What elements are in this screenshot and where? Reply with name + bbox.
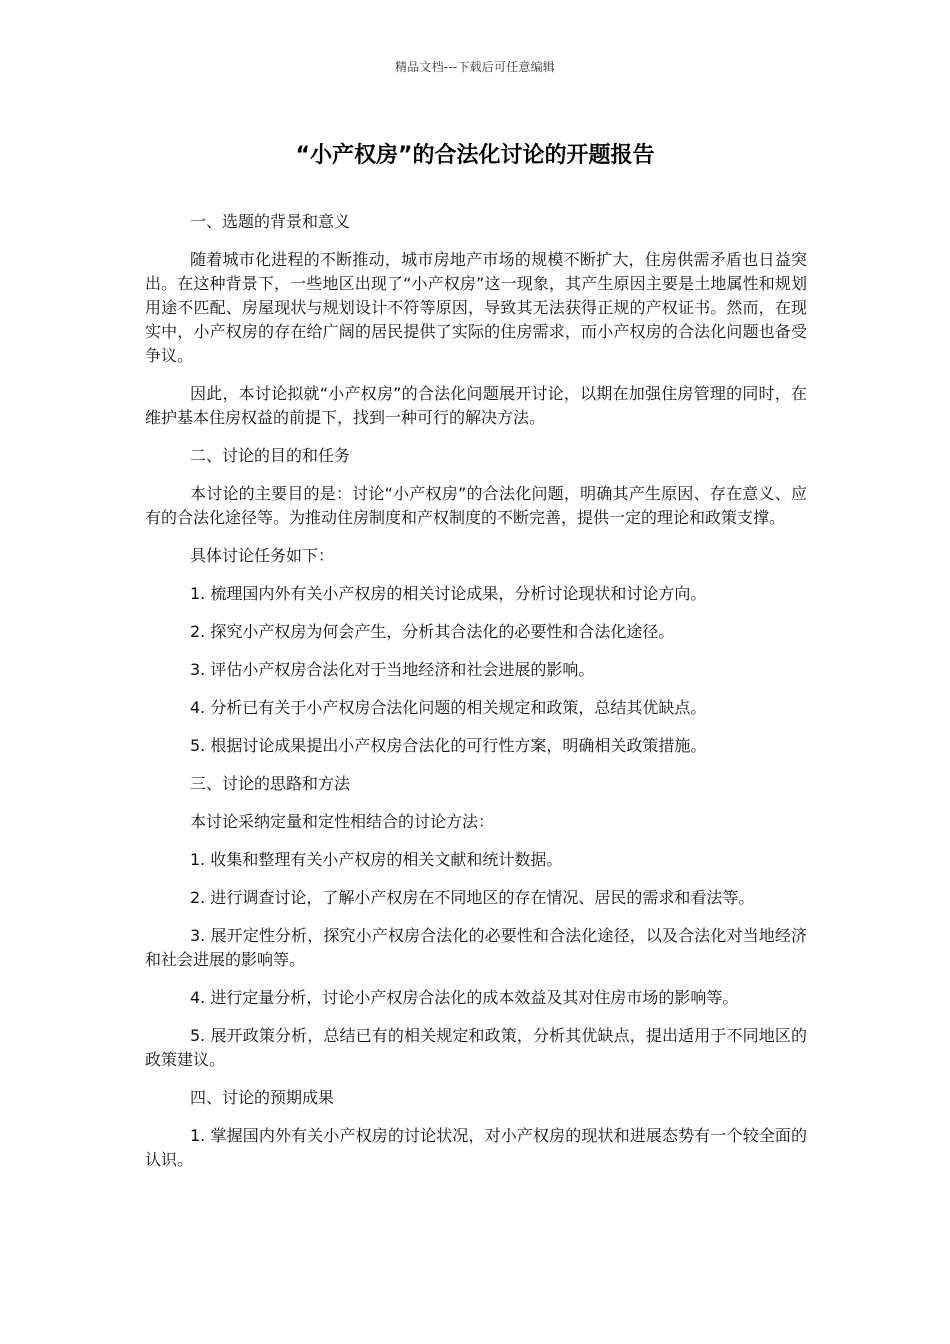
section-heading-goals: 二、讨论的目的和任务	[190, 446, 351, 465]
list-item: 3. 展开定性分析，探究小产权房合法化的必要性和合法化途径，以及合法化对当地经济和社会进展的影响等。	[145, 926, 807, 969]
list-item: 1. 掌握国内外有关小产权房的讨论状况，对小产权房的现状和进展态势有一个较全面的认识。	[145, 1126, 807, 1169]
paragraph-goals: 本讨论的主要目的是：讨论“小产权房”的合法化问题，明确其产生原因、存在意义、应有的合法化途径等。为推动住房制度和产权制度的不断完善，提供一定的理论和政策支撑。	[145, 484, 807, 527]
header-note: 精品文档---下载后可任意编辑	[395, 60, 555, 74]
list-item: 4. 分析已有关于小产权房合法化问题的相关规定和政策，总结其优缺点。	[190, 698, 707, 717]
list-item: 5. 展开政策分析，总结已有的相关规定和政策，分析其优缺点，提出适用于不同地区的政策建议。	[145, 1026, 807, 1069]
list-item: 1. 收集和整理有关小产权房的相关文献和统计数据。	[190, 850, 563, 869]
list-item: 3. 评估小产权房合法化对于当地经济和社会进展的影响。	[190, 660, 595, 679]
paragraph-background: 随着城市化进程的不断推动，城市房地产市场的规模不断扩大，住房供需矛盾也日益突出。在这种背景下，一些地区出现了“小产权房”这一现象，其产生原因主要是土地属性和规划用途不匹配、房屋现状与规划设计不符等原因，导致其无法获得正规的产权证书。然而，在现实中，小产权房的存在给广阔的居民提供了实际的住房需求，而小产权房的合法化问题也备受争议。	[145, 250, 807, 365]
section-heading-background: 一、选题的背景和意义	[190, 212, 351, 231]
section-heading-results: 四、讨论的预期成果	[190, 1088, 335, 1107]
paragraph-tasks-intro: 具体讨论任务如下：	[190, 546, 335, 565]
paragraph-methods-intro: 本讨论采纳定量和定性相结合的讨论方法：	[190, 812, 495, 831]
document-body	[145, 210, 807, 1186]
list-item: 4. 进行定量分析，讨论小产权房合法化的成本效益及其对住房市场的影响等。	[190, 988, 739, 1007]
list-item: 1. 梳理国内外有关小产权房的相关讨论成果，分析讨论现状和讨论方向。	[190, 584, 707, 603]
paragraph-purpose-intro: 因此，本讨论拟就“小产权房”的合法化问题展开讨论，以期在加强住房管理的同时，在维护基本住房权益的前提下，找到一种可行的解决方法。	[145, 384, 807, 427]
section-heading-methods: 三、讨论的思路和方法	[190, 774, 351, 793]
list-item: 5. 根据讨论成果提出小产权房合法化的可行性方案，明确相关政策措施。	[190, 736, 707, 755]
document-title: “小产权房”的合法化讨论的开题报告	[295, 143, 655, 168]
list-item: 2. 进行调查讨论，了解小产权房在不同地区的存在情况、居民的需求和看法等。	[190, 888, 755, 907]
list-item: 2. 探究小产权房为何会产生，分析其合法化的必要性和合法化途径。	[190, 622, 675, 641]
